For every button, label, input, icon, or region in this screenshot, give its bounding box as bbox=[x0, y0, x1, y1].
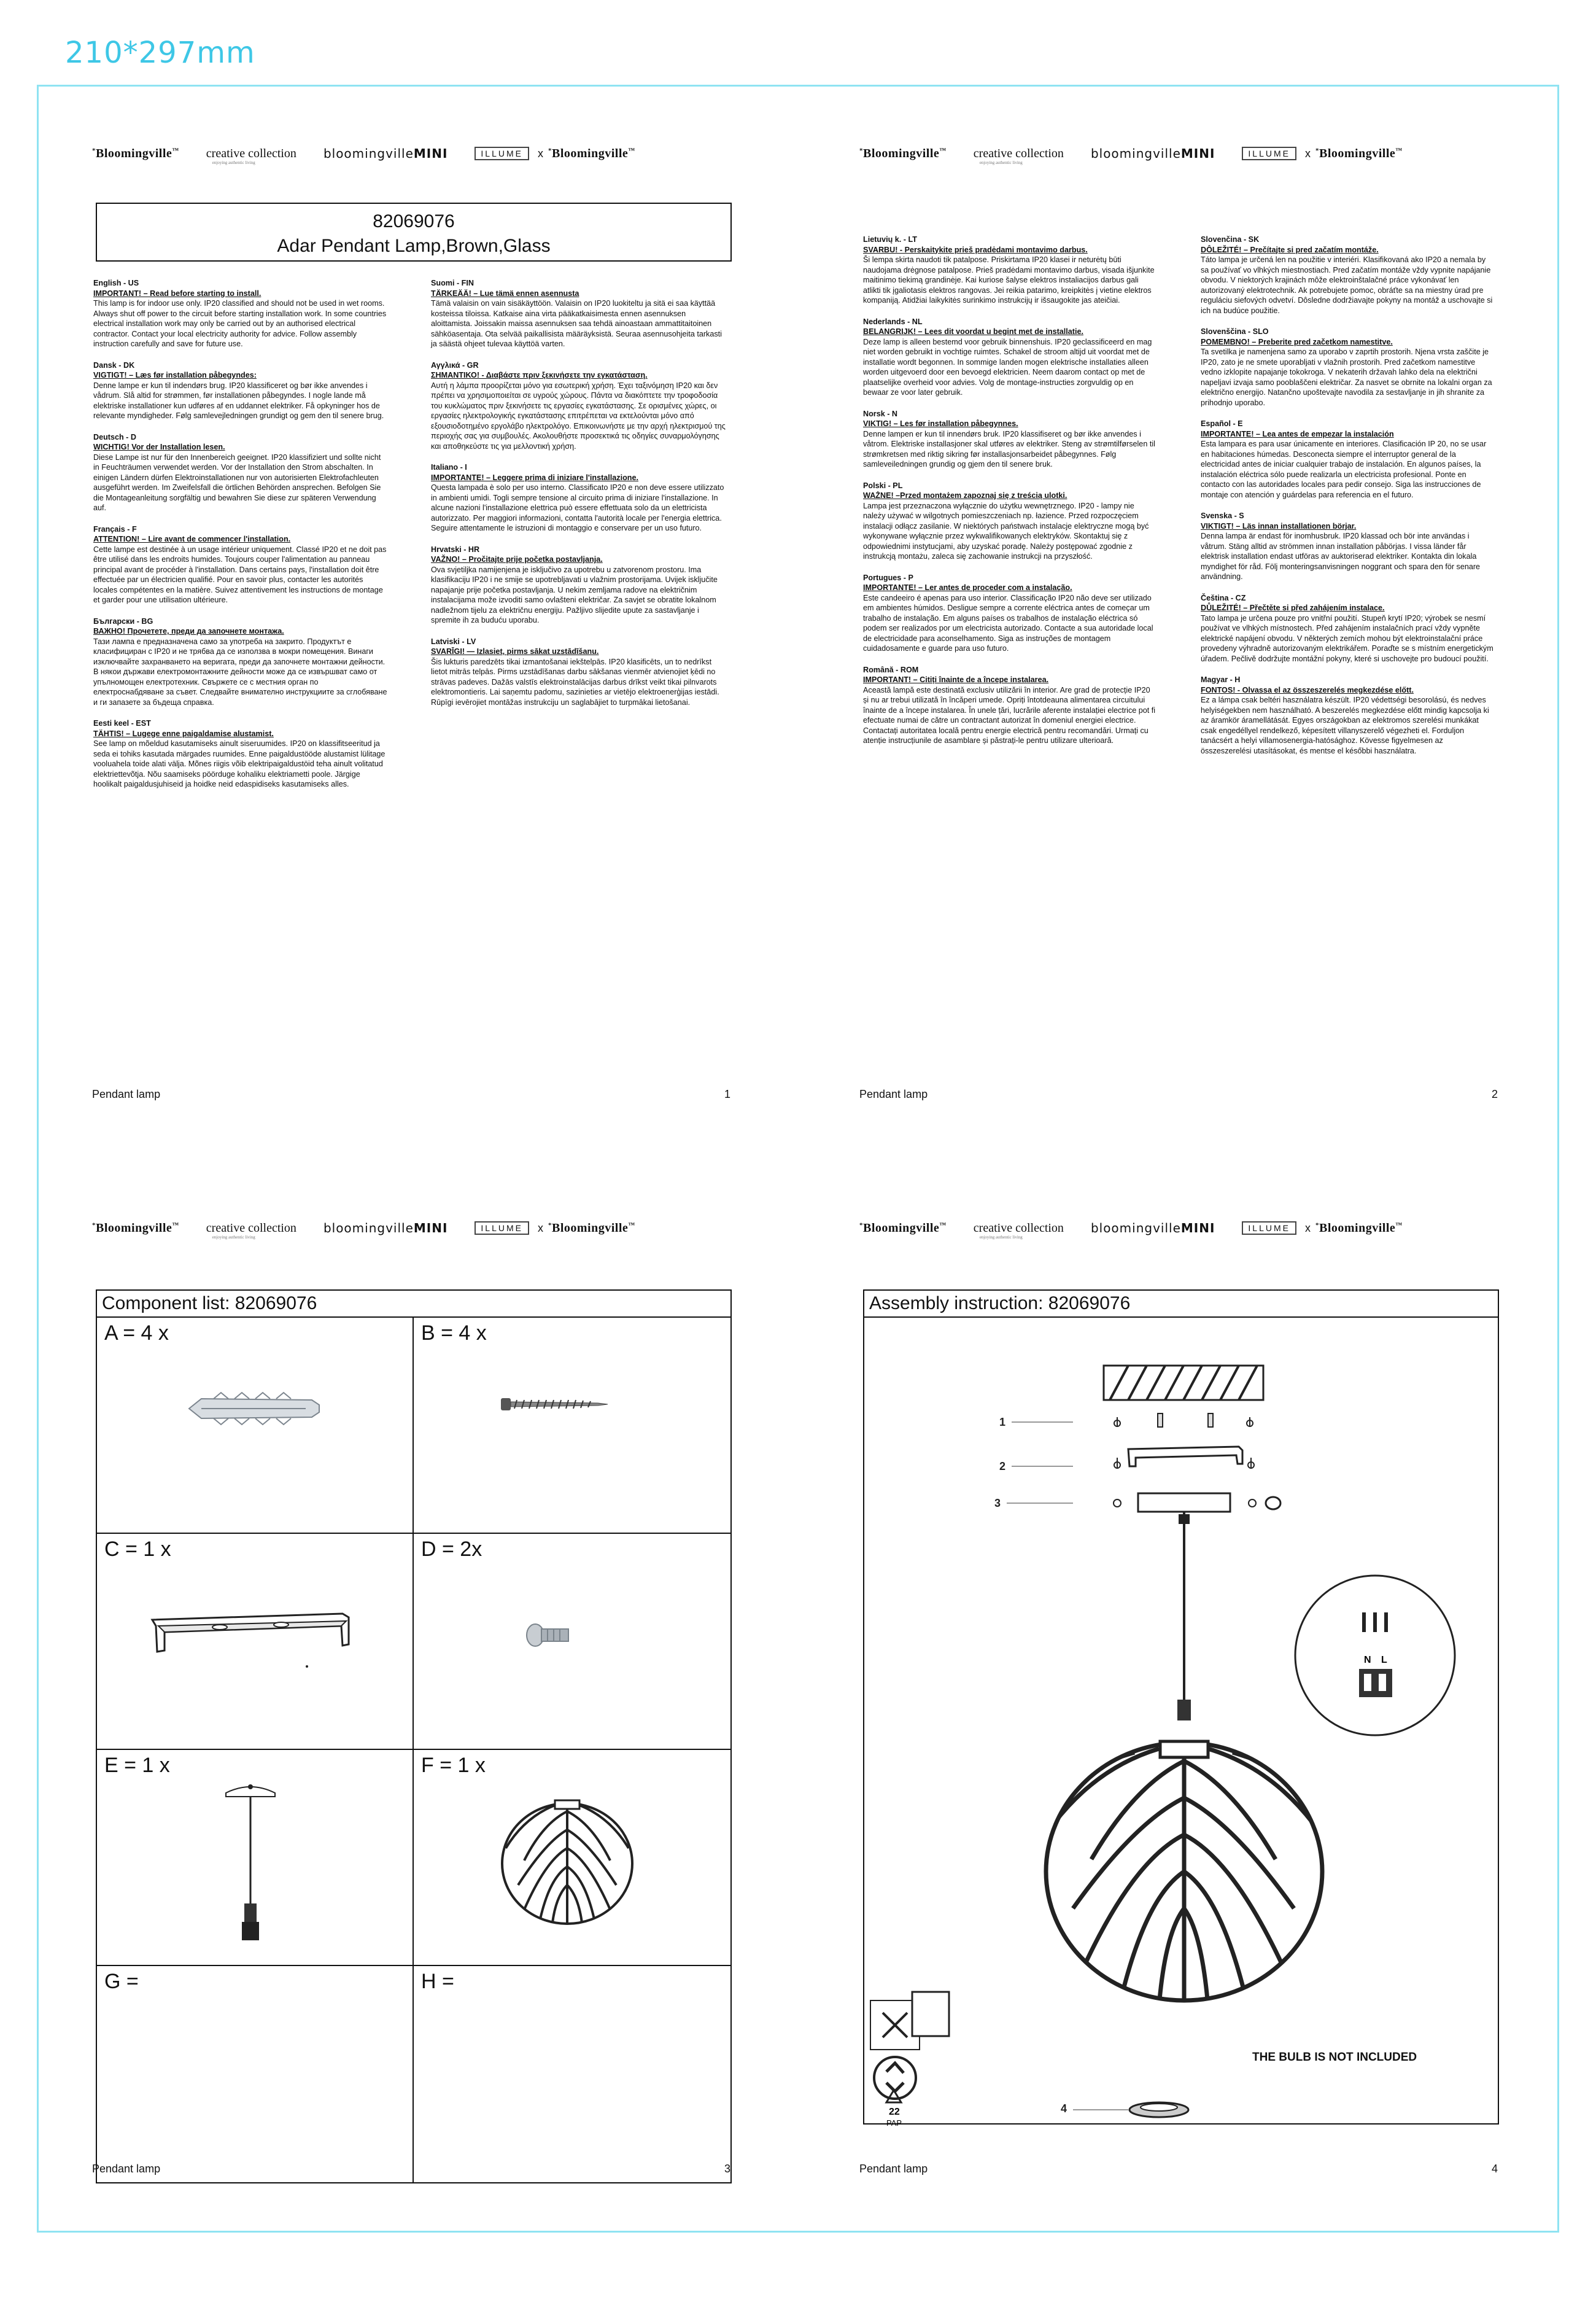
canopy-cord-socket-icon bbox=[214, 1781, 287, 1959]
product-name: Adar Pendant Lamp,Brown,Glass bbox=[277, 236, 551, 256]
instruction-body: Questa lampada è solo per uso interno. Classificato IP20 e non deve essere utilizzato in ambienti umidi. Togli sempre tensione al circuito prima di iniziare l'installazione. In alcune nazioni l'installazione elettrica può essere effettuata solo da un elettricista autorizzato. Per maggiori informazioni, contatta l'autorità locale per l'energia elettrica. Seguire attentamente le istruzioni di montaggio e conservare per un uso futuro. bbox=[431, 483, 724, 532]
instruction-body: This lamp is for indoor use only. IP20 classified and should not be used in wet rooms. Always shut off power to the circuit before starting installation work. In some countries electrical installation work may only be carried out by an authorised electrical contractor. Contact your local electricity authority for advice. Follow assembly instruction carefully and save for future use. bbox=[93, 299, 387, 348]
warning-line: DÔLEŽITÉ! – Prečítajte si pred začatím montáže. bbox=[1201, 245, 1379, 254]
page-2 bbox=[859, 129, 1522, 1185]
instruction-section bbox=[863, 317, 1158, 398]
footer-label: Pendant lamp bbox=[859, 1088, 928, 1100]
brand-creative-collection: creative collection enjoying authentic living bbox=[206, 1221, 296, 1240]
instruction-section bbox=[863, 235, 1158, 306]
instruction-body: Тази лампа е предназначена само за употреба на закрито. Продуктът е класифициран с IP20 и не трябва да се използва в мокри помещения. Винаги изключвайте захранването на веригата, преди да започнете монтажни дейности. В някои държави електромонтажните дейности може да се извършват само от упълномощен електротехник. Свържете се с местния орган по електроснабдяване за съвет. Следвайте внимателно инструкциите за сглобяване и ги запазете за бъдеща справка. bbox=[93, 637, 387, 707]
footer-label: Pendant lamp bbox=[92, 1088, 161, 1100]
spec-size-label: 210*297mm bbox=[65, 36, 255, 70]
step-label-2: 2 bbox=[999, 1460, 1006, 1472]
shade-ring bbox=[1129, 2102, 1188, 2117]
instruction-section bbox=[431, 278, 726, 349]
brand-bar bbox=[859, 1216, 1498, 1240]
brand-x: x bbox=[538, 1221, 543, 1234]
page-number: 2 bbox=[1491, 1088, 1498, 1100]
wiring-label-l: L bbox=[1381, 1655, 1387, 1665]
language-heading: Nederlands - NL bbox=[863, 317, 923, 326]
warning-line: IMPORTANTE! – Ler antes de proceder com a instalação. bbox=[863, 583, 1072, 592]
brand-x: x bbox=[1305, 1221, 1311, 1234]
language-heading: Čeština - CZ bbox=[1201, 593, 1246, 602]
component-cell-b: B = 4 x bbox=[414, 1318, 730, 1534]
brand-bloomingville: *Bloomingville™ bbox=[859, 146, 947, 160]
instruction-section bbox=[93, 360, 388, 421]
instruction-section bbox=[1201, 235, 1495, 316]
language-heading: Norsk - N bbox=[863, 409, 897, 418]
warning-line: VIKTIG! – Les før installation påbegynnes. bbox=[863, 419, 1018, 428]
brand-creative-collection: creative collection enjoying authentic living bbox=[973, 1221, 1064, 1240]
brand-bloomingville: *Bloomingville™ bbox=[92, 146, 179, 160]
instruction-section bbox=[863, 481, 1158, 562]
instruction-body: Ši lempa skirta naudoti tik patalpose. Priskirtama IP20 klasei ir neturėtų būti naudojama drėgnose patalpose. Prieš pradėdami montavimo darbus, visada išjunkite maitinimo tiekimą grandinėje. Kai kuriose šalyse elektros instaliacijos darbus gali atlikti tik įgaliotasis elektros rangovas. Jei reikia patarimo, kreipkitės į vietine elektros kompaniją. Atidžiai laikykitės surinkimo instrukcijų ir išsaugokite jas ateičiai. bbox=[863, 255, 1155, 305]
instruction-body: Αυτή η λάμπα προορίζεται μόνο για εσωτερική χρήση. Έχει ταξινόμηση IP20 και δεν πρέπει να χρησιμοποιείται σε υγρούς χώρους. Πάντα να διακόπτετε την τροφοδοσία του κυκλώματος πριν ξεκινήσετε τις εργασίες εγκατάστασης. Σε ορισμένες χώρες, οι εργασίες ηλεκτρολογικής εγκατάστασης επιτρέπεται να εκτελούνται μόνο από εξουσιοδοτημένο εργολάβο ηλεκτρολόγο. Επικοινωνήστε με την αρχή ηλεκτρισμού της περιοχής σας για συμβουλές. Ακολουθήστε προσεκτικά τις οδηγίες συναρμολόγησης και αποθηκεύστε τις για μελλοντική χρήση. bbox=[431, 381, 726, 451]
warning-line: BELANGRIJK! – Lees dit voordat u begint met de installatie. bbox=[863, 327, 1083, 336]
brand-bloomingville: *Bloomingville™ bbox=[92, 1221, 179, 1235]
instruction-section bbox=[431, 545, 726, 626]
instruction-section bbox=[93, 718, 388, 790]
language-heading: Dansk - DK bbox=[93, 360, 135, 370]
page-4 bbox=[859, 1203, 1522, 2260]
assembly-box bbox=[863, 1289, 1499, 2125]
instruction-body: Esta lampara es para usar únicamente en interiores. Clasificación IP 20, no se usar en habitaciones húmedas. Desconecta siempre el interruptor general de la electricidad antes de iniciar cualquier trabajo de instalación. En algunos países, la instalación eléctrica sólo puede realizarla un electricista profesional. Ponte en contacto con las autoridades locales para pedir consejo. Siga las instrucciones de montaje con atención y guárdelas para referencia en el futuro. bbox=[1201, 440, 1487, 499]
component-cell-g: G = bbox=[97, 1966, 414, 2182]
wall-plug-icon bbox=[183, 1390, 324, 1427]
instruction-section bbox=[1201, 593, 1495, 664]
instruction-body: Denne lampen er kun til innendørs bruk. IP20 klassifiseret og bør ikke anvendes i våtrom. Elektriske installasjoner skal utføres av elektriker. Steng av strømtilførselen til strømkretsen med riktig sikring før installasjonsarbeidet påbegynnes. Følg samleveiledningen grundig og gjem den til senere bruk. bbox=[863, 429, 1155, 468]
language-heading: Български - BG bbox=[93, 616, 153, 626]
brand-illume: ILLUME bbox=[475, 1221, 529, 1235]
instruction-body: Ta svetilka je namenjena samo za uporabo v zaprtih prostorih. Njena vrsta zaščite je IP20, zato je ne smete uporabljati v vlažnih prostorih. Pred začetkom namestitve vedno izklopite napajanje tokokroga. V nekaterih državah lahko dela na električni napeljavi izvaja samo pooblaščeni električar. Za nasvet se obrnite na lokalni organ za električno energijo. Natančno upoštevajte navodila za sestavljanje in jih shranite za prihodnjo uporabo. bbox=[1201, 348, 1492, 407]
brand-bar bbox=[92, 141, 730, 166]
brand-bloomingville-mini: bloomingvilleMINI bbox=[323, 146, 448, 161]
language-heading: Portugues - P bbox=[863, 573, 913, 582]
brand-bloomingville-mini: bloomingvilleMINI bbox=[1090, 1221, 1215, 1235]
warning-line: ВАЖНО! Прочетете, преди да започнете монтажа. bbox=[93, 627, 284, 636]
language-heading: Suomi - FIN bbox=[431, 279, 474, 287]
svg-text:22: 22 bbox=[889, 2107, 900, 2117]
language-heading: Svenska - S bbox=[1201, 511, 1244, 520]
warning-line: SVARĪGI! — Izlasiet, pirms sākat uzstādīšanu. bbox=[431, 647, 599, 656]
warning-line: WAŻNE! –Przed montażem zapoznaj się z treścią ulotki. bbox=[863, 491, 1067, 500]
page-3 bbox=[92, 1203, 755, 2260]
brand-bar bbox=[859, 141, 1498, 166]
instruction-body: Tämä valaisin on vain sisäkäyttöön. Valaisin on IP20 luokiteltu ja sitä ei saa käyttää kosteissa tiloissa. Katkaise aina virta pääkatkaisimesta ennen asennuksen aloittamista. Joissakin maissa asennuksen saa tehdä ainoastaan ammattitaitoinen sähköasentaja. Ota selvää paikallisista määräyksistä. Seuraa asennusohjeita tarkasti ja säästä ohjeet tulevaa käyttöä varten. bbox=[431, 299, 722, 348]
brand-bar bbox=[92, 1216, 730, 1240]
bolt-icon bbox=[524, 1620, 573, 1650]
component-cell-h: H = bbox=[421, 1970, 454, 1993]
warning-line: ΣΗΜΑΝΤΙΚΟ! - Διαβάστε πριν ξεκινήσετε την εγκατάσταση. bbox=[431, 371, 648, 379]
instruction-body: Tato lampa je určena pouze pro vnitřní použití. Stupeň krytí IP20; výrobek se nesmí používat ve vlhkých místnostech. Před zahájením instalačních prací vždy vypněte elektrické napájení obvodu. V některých zemích mohou být elektroinstalační práce provedeny výhradně autorizovaným elektrikářem. Poraďte se s místním energetickým úřadem. Pečlivě dodržujte montážní pokyny, které si uschovejte pro budoucí použití. bbox=[1201, 613, 1493, 663]
instruction-section bbox=[93, 616, 388, 708]
instruction-section bbox=[1201, 419, 1495, 500]
instruction-body: Este candeeiro é apenas para uso interior. Classificação IP20 não deve ser utilizado em ambientes húmidos. Desligue sempre a corrente eléctrica antes de começar um trabalho de instalação. Em alguns países os trabalhos de instalação eléctrica só podem ser realizados por um electricista autorizado. Contacte a sua autoridade local de electricidade para aconselhamento. Siga as instruções de montagem cuidadosamente e guarde para uso futuro. bbox=[863, 593, 1153, 653]
svg-text:PAP: PAP bbox=[886, 2118, 902, 2126]
brand-x: x bbox=[538, 147, 543, 160]
warning-line: VIGTIGT! – Læs før installation påbegyndes: bbox=[93, 371, 257, 379]
language-heading: Slovenčina - SK bbox=[1201, 235, 1260, 244]
assembly-diagram bbox=[864, 1319, 1500, 2126]
component-cell-d: D = 2x bbox=[414, 1534, 730, 1750]
instruction-body: Táto lampa je určená len na použitie v interiéri. Klasifikovaná ako IP20 a nemala by sa používať vo vlhkých miestnostiach. Pred začatím montáže vždy vypnite napájanie obvodu. V niektorých krajinách môže elektroinštalačné práce vykonávať len autorizovaný elektrotechnik. Ak potrebujete pomoc, obráťte sa na miestny úrad pre reguláciu siefových odvetví. Dôsledne dodržiavajte pokyny na montáž a uschovajte si ich na budúce použitie. bbox=[1201, 255, 1493, 315]
instruction-column bbox=[431, 278, 726, 718]
warning-line: POMEMBNO! – Preberite pred začetkom namestitve. bbox=[1201, 337, 1393, 346]
warning-line: ATTENTION! – Lire avant de commencer l'installation. bbox=[93, 535, 291, 543]
brand-bloomingville-collab: *Bloomingville™ bbox=[1315, 146, 1403, 160]
page-1 bbox=[92, 129, 755, 1185]
brand-illume: ILLUME bbox=[475, 147, 529, 160]
instruction-body: Šis lukturis paredzēts tikai izmantošanai iekštelpās. IP20 klasificēts, un to nedrīkst lietot mitrās telpās. Pirms uzstādīšanas darbu sākšanas vienmēr atvienojiet ķēdi no strāvas padeves. Dažās valstīs elektroinstalācijas darbus drīkst veikt tikai pilnvarots elektromontieris. Lai saņemtu padomu, sazinieties ar vietējo elektroenerģijas iestādi. Rūpīgi ievērojiet montāžas instrukciju un saglabājiet to turpmākai lietošanai. bbox=[431, 657, 719, 707]
brand-bloomingville-mini: bloomingvilleMINI bbox=[323, 1221, 448, 1235]
instruction-section bbox=[93, 432, 388, 513]
instruction-body: Lampa jest przeznaczona wyłącznie do użytku wewnętrznego. IP20 - lampy nie należy używać w wilgotnych pomieszczeniach np. łazience. Przed rozpoczęciem instalacji odłącz zasilanie. W niektórych państwach instalacje elektryczne mogą być wykonywane wyłącznie przez wykwalifikowanych elektryków. Skontaktuj się z odpowiednimi instytucjami, aby uzyskać poradę. Należy postępować zgodnie z instrukcją montażu, zaleca się zachowanie instrukcji na przyszłość. bbox=[863, 501, 1149, 561]
recycling-icons bbox=[870, 1992, 949, 2126]
brand-creative-collection: creative collection enjoying authentic living bbox=[206, 146, 296, 165]
footer-label: Pendant lamp bbox=[92, 2163, 161, 2175]
component-list-title: Component list: 82069076 bbox=[97, 1291, 730, 1318]
instruction-body: Deze lamp is alleen bestemd voor gebruik binnenshuis. IP20 geclassificeerd en mag niet worden gebruikt in vochtige ruimtes. Schakel de stroom altijd uit voordat met de installatie wordt begonnen. In sommige landen mogen elektrische installaties alleen worden uitgevoerd door een bevoegd elektricien. Neem daarom contact op met de plaatselijke overheid voor advies. Volg de montage-instructies zorgvuldig op en bewaar ze voor later gebruik. bbox=[863, 337, 1152, 397]
glass-shade-icon bbox=[494, 1787, 641, 1934]
language-heading: Hrvatski - HR bbox=[431, 545, 480, 554]
plug-row bbox=[1114, 1413, 1253, 1427]
instruction-column bbox=[93, 278, 388, 801]
language-heading: Italiano - I bbox=[431, 463, 467, 472]
warning-line: TÄRKEÄÄ! – Lue tämä ennen asennusta bbox=[431, 289, 579, 298]
instruction-body: Ez a lámpa csak beltéri használatra készült. IP20 védettségi besorolású, és nedves helyiségekben nem használható. A beszerelés megkezdése előtt mindig kapcsolja ki az áramkör áramellátását. Egyes országokban az elektromos szerelési munkákat csak engedéllyel rendelkező, képesített villanyszerelő végezheti el. Forduljon tanácsért a helyi villamosenergia-hatósághoz. Kövesse figyelmesen az összeszerelési utasításokat, és mentse el későbbi használatra. bbox=[1201, 696, 1489, 755]
warning-line: VAŽNO! – Pročitajte prije početka postavljanja. bbox=[431, 555, 603, 564]
footer-label: Pendant lamp bbox=[859, 2163, 928, 2175]
mounting-bracket-icon bbox=[140, 1601, 361, 1669]
page-number: 1 bbox=[724, 1088, 730, 1100]
component-cell-f: F = 1 x bbox=[414, 1750, 730, 1966]
instruction-section bbox=[431, 637, 726, 708]
instruction-section bbox=[93, 524, 388, 605]
assembly-title: Assembly instruction: 82069076 bbox=[864, 1291, 1498, 1318]
language-heading: Αγγλικά - GR bbox=[431, 360, 479, 370]
instruction-section bbox=[431, 360, 726, 452]
bulb-not-included-note: THE BULB IS NOT INCLUDED bbox=[1252, 2051, 1417, 2064]
ceiling-hatch bbox=[1104, 1366, 1263, 1400]
language-heading: English - US bbox=[93, 279, 139, 287]
instruction-column bbox=[863, 235, 1158, 757]
instruction-section bbox=[863, 665, 1158, 746]
instruction-section bbox=[1201, 675, 1495, 756]
language-heading: Română - ROM bbox=[863, 665, 919, 674]
warning-line: IMPORTANT! – Citiți înainte de a începe instalarea. bbox=[863, 675, 1049, 684]
warning-line: IMPORTANTE! – Leggere prima di iniziare l'installazione. bbox=[431, 473, 638, 482]
brand-creative-collection: creative collection enjoying authentic living bbox=[973, 146, 1064, 165]
language-heading: Polski - PL bbox=[863, 481, 903, 490]
instruction-column bbox=[1201, 235, 1495, 767]
component-cell-c: C = 1 x bbox=[97, 1534, 414, 1750]
instruction-section bbox=[431, 462, 726, 534]
language-heading: Latviski - LV bbox=[431, 637, 476, 646]
instruction-body: Această lampă este destinată exclusiv utilizării în interior. Are grad de protecție IP20 și nu ar trebui utilizată în încăperi umede. Opriți întotdeauna alimentarea circuitului înainte de a începe instalarea. În unele țări, lucrările aferente instalației electrice pot fi efectuate numai de către un contractant autorizat în domeniul energiei electrice. Contactați autoritatea locală pentru energie electrică pentru recomandări. Urmați cu atenție instrucțiunile de asamblare și păstrați-le pentru utilizare ulterioară. bbox=[863, 685, 1156, 745]
brand-illume: ILLUME bbox=[1242, 147, 1296, 160]
brand-bloomingville-collab: *Bloomingville™ bbox=[548, 1221, 635, 1235]
brand-bloomingville-collab: *Bloomingville™ bbox=[548, 146, 635, 160]
warning-line: IMPORTANT! – Read before starting to install. bbox=[93, 289, 261, 298]
shade-assembled bbox=[1046, 1736, 1322, 2007]
instruction-body: Diese Lampe ist nur für den Innenbereich geeignet. IP20 klassifiziert und sollte nicht in Feuchträumen verwendet werden. Vor der Installation den Strom abschalten. In einigen Ländern dürfen Elektroinstallationen nur von autorisierten Elektrofachleuten ausgeführt werden. Im Zweifelsfall die örtlichen Behörden ansprechen. Befolgen Sie die Montageanleitung sorgfältig und bewahren Sie diese zur späteren Verwendung auf. bbox=[93, 453, 381, 512]
step-label-1: 1 bbox=[999, 1416, 1006, 1428]
warning-line: TÄHTIS! – Lugege enne paigaldamise alustamist. bbox=[93, 729, 274, 738]
component-cell-e: E = 1 x bbox=[97, 1750, 414, 1966]
instruction-section bbox=[863, 573, 1158, 654]
instruction-body: Denne lampe er kun til indendørs brug. IP20 klassificeret og bør ikke anvendes i vådrum. Slå altid for strømmen, før installationen påbegyndes. I nogle lande må elektriske installationer kun udføres af en uddannet elektriker. Få opkyninger hos de relevante myndigheder. Følg samlevejledningen grundigt og gem den til senere brug. bbox=[93, 381, 384, 420]
language-heading: Français - F bbox=[93, 524, 137, 534]
paper-bin-icon bbox=[912, 1992, 949, 2036]
instruction-body: Ova svjetiljka namijenjena je isključivo za upotrebu u zatvorenom prostoru. Ima klasifikaciju IP20 i ne smije se upotrebljavati u vlažnim prostorijama. Uvijek isključite napajanje prije početka postavljanja. U nekim zemljama radove na električnim instalacijama može izvoditi samo ovlašteni električar. Za savjet se obratite lokalnom nadležnom tijelu za električnu energiju. Pažljivo slijedite upute za sastavljanje i spremite ih za buduću uporabu. bbox=[431, 565, 718, 624]
warning-line: IMPORTANTE! – Lea antes de empezar la instalación bbox=[1201, 429, 1394, 438]
language-heading: Lietuvių k. - LT bbox=[863, 235, 917, 244]
instruction-section bbox=[863, 409, 1158, 470]
warning-line: WICHTIG! Vor der Installation lesen. bbox=[93, 443, 225, 451]
bracket-row bbox=[1114, 1447, 1254, 1469]
page-number: 4 bbox=[1491, 2163, 1498, 2175]
brand-illume: ILLUME bbox=[1242, 1221, 1296, 1235]
brand-bloomingville: *Bloomingville™ bbox=[859, 1221, 947, 1235]
component-cell-a: A = 4 x bbox=[97, 1318, 414, 1534]
warning-line: SVARBU! - Perskaitykite prieš pradėdami montavimo darbus. bbox=[863, 245, 1088, 254]
instruction-section bbox=[1201, 511, 1495, 582]
brand-x: x bbox=[1305, 147, 1311, 160]
wiring-label-n: N bbox=[1364, 1655, 1371, 1665]
warning-line: VIKTIGT! – Läs innan installationen börjar. bbox=[1201, 521, 1357, 531]
instruction-body: See lamp on mõeldud kasutamiseks ainult siseruumides. IP20 on klassifitseeritud ja seda ei tohiks kasutada märgades ruumides. Enne paigaldustööde alustamist lülitage vooluahela toide alati välja. Mõnes riigis võib elektripaigaldustöid teha ainult volitatud elektriettevõtja. Nõu saamiseks pöörduge kohaliku elektriametti poole. Järgige hoolikalt paigaldusjuhiseid ja hoidke neid edaspidiseks kasutamiseks alles. bbox=[93, 739, 385, 788]
product-number: 82069076 bbox=[373, 211, 455, 231]
language-heading: Español - E bbox=[1201, 419, 1243, 428]
page-number: 3 bbox=[724, 2163, 730, 2175]
warning-line: DŮLEŽITÉ! – Přečtěte si před zahájením instalace. bbox=[1201, 604, 1385, 612]
instruction-section bbox=[1201, 327, 1495, 408]
instruction-body: Cette lampe est destinée à un usage intérieur uniquement. Classé IP20 et ne doit pas être utilisé dans les endroits humides. Toujours couper l'alimentation au panneau principal avant de procéder à l'installation. Dans certains pays, l'installation doit être effectuée par un électricien qualifié. Pour en savoir plus, contacter les autorités locales compétentes en la matière. Suivez attentivement les instructions de montage et garder pour une utilisation ultérieure. bbox=[93, 545, 387, 604]
brand-bloomingville-mini: bloomingvilleMINI bbox=[1090, 146, 1215, 161]
instruction-body: Denna lampa är endast för inomhusbruk. IP20 klassad och bör inte användas i våtrum. Stäng alltid av strömmen innan installation påbörjas. I vissa länder får elektrisk installation endast utföras av auktoriserad elektriker. Kontakta din lokala myndighet för råd. Följ monteringsanvisningen noggrant och spara den för senare användning. bbox=[1201, 532, 1481, 581]
canopy-row bbox=[1114, 1493, 1280, 1512]
language-heading: Magyar - H bbox=[1201, 675, 1241, 684]
language-heading: Slovenščina - SLO bbox=[1201, 327, 1269, 336]
step-label-4: 4 bbox=[1061, 2102, 1067, 2115]
warning-line: FONTOS! - Olvassa el az összeszerelés megkezdése előtt. bbox=[1201, 685, 1414, 694]
step-label-3: 3 bbox=[994, 1497, 1001, 1509]
screw-icon bbox=[500, 1395, 610, 1413]
instruction-section bbox=[93, 278, 388, 349]
language-heading: Eesti keel - EST bbox=[93, 719, 151, 728]
wiring-detail bbox=[1295, 1576, 1455, 1735]
language-heading: Deutsch - D bbox=[93, 432, 136, 441]
brand-bloomingville-collab: *Bloomingville™ bbox=[1315, 1221, 1403, 1235]
product-title-box bbox=[96, 203, 732, 262]
component-list-box bbox=[96, 1289, 732, 2183]
